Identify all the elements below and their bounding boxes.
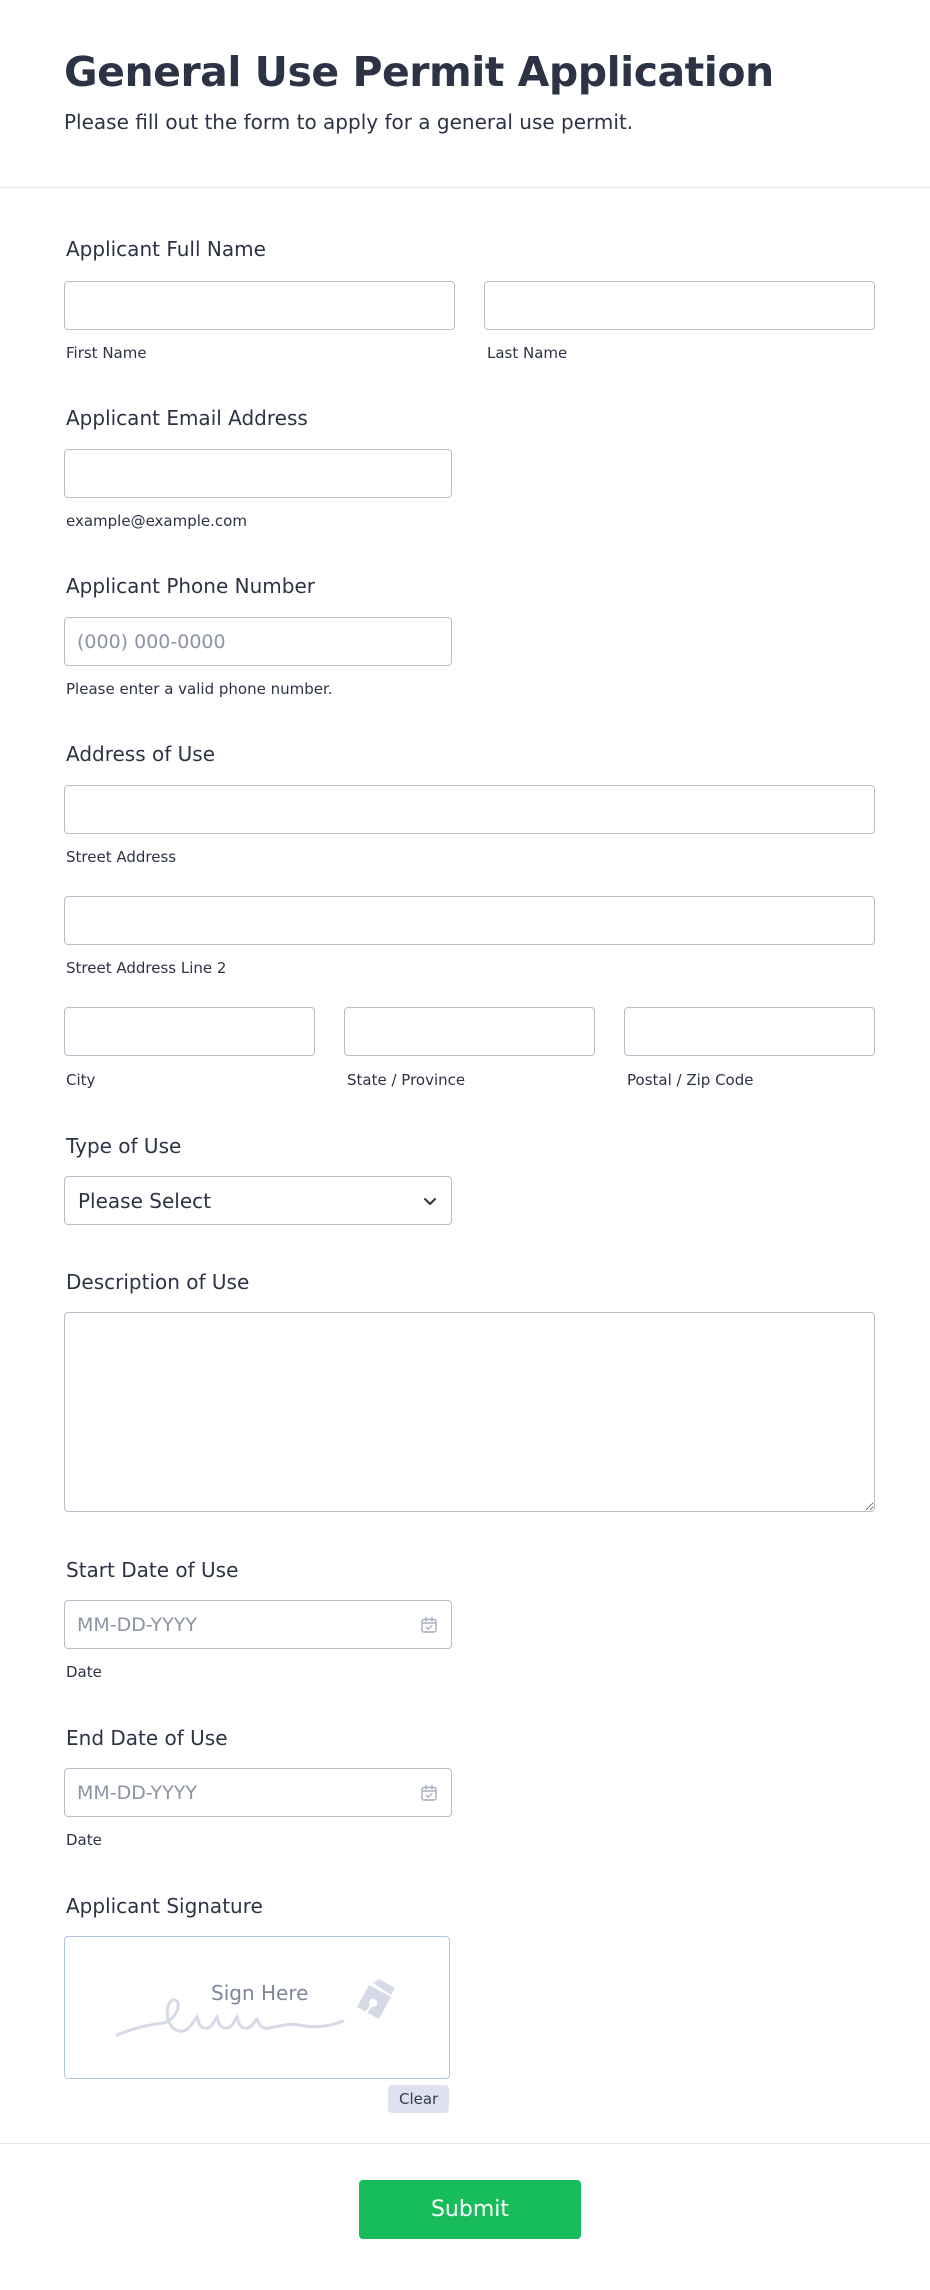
- street-address-line2-sublabel: Street Address Line 2: [66, 959, 227, 977]
- city-sublabel: City: [66, 1071, 96, 1089]
- chevron-down-icon: [422, 1193, 438, 1209]
- calendar-icon[interactable]: [420, 1616, 438, 1634]
- description-textarea[interactable]: [64, 1312, 875, 1512]
- header-divider: [0, 187, 930, 188]
- end-date-label: End Date of Use: [66, 1726, 228, 1750]
- last-name-input[interactable]: [484, 281, 875, 330]
- start-date-label: Start Date of Use: [66, 1558, 239, 1582]
- phone-sublabel: Please enter a valid phone number.: [66, 680, 333, 698]
- type-of-use-selected-value: Please Select: [78, 1188, 211, 1213]
- full-name-label: Applicant Full Name: [66, 237, 266, 261]
- page-title: General Use Permit Application: [64, 48, 774, 96]
- clear-signature-button[interactable]: Clear: [388, 2085, 449, 2113]
- postal-zip-input[interactable]: [624, 1007, 875, 1056]
- postal-zip-sublabel: Postal / Zip Code: [627, 1071, 754, 1089]
- phone-label: Applicant Phone Number: [66, 574, 315, 598]
- end-date-input[interactable]: [65, 1769, 399, 1816]
- description-label: Description of Use: [66, 1270, 250, 1294]
- state-province-sublabel: State / Province: [347, 1071, 466, 1089]
- footer-divider: [0, 2143, 930, 2144]
- end-date-field[interactable]: [64, 1768, 452, 1817]
- email-input[interactable]: [64, 449, 452, 498]
- address-label: Address of Use: [66, 742, 216, 766]
- last-name-sublabel: Last Name: [487, 344, 568, 362]
- email-label: Applicant Email Address: [66, 406, 308, 430]
- first-name-sublabel: First Name: [66, 344, 147, 362]
- start-date-sublabel: Date: [66, 1663, 102, 1681]
- phone-input[interactable]: [64, 617, 452, 666]
- page-subtitle: Please fill out the form to apply for a general use permit.: [64, 110, 634, 134]
- sign-here-text: Sign Here: [211, 1981, 309, 2005]
- city-input[interactable]: [64, 1007, 315, 1056]
- street-address-line2-input[interactable]: [64, 896, 875, 945]
- pen-icon: [349, 1979, 397, 2027]
- start-date-field[interactable]: [64, 1600, 452, 1649]
- calendar-icon[interactable]: [420, 1784, 438, 1802]
- email-sublabel: example@example.com: [66, 512, 247, 530]
- type-of-use-select[interactable]: [64, 1176, 452, 1225]
- end-date-sublabel: Date: [66, 1831, 102, 1849]
- state-province-input[interactable]: [344, 1007, 595, 1056]
- signature-scribble: [113, 1973, 373, 2043]
- signature-label: Applicant Signature: [66, 1894, 263, 1918]
- street-address-sublabel: Street Address: [66, 848, 177, 866]
- type-of-use-label: Type of Use: [66, 1134, 182, 1158]
- first-name-input[interactable]: [64, 281, 455, 330]
- signature-pad[interactable]: [64, 1936, 450, 2079]
- start-date-input[interactable]: [65, 1601, 399, 1648]
- street-address-input[interactable]: [64, 785, 875, 834]
- submit-button[interactable]: Submit: [359, 2180, 581, 2239]
